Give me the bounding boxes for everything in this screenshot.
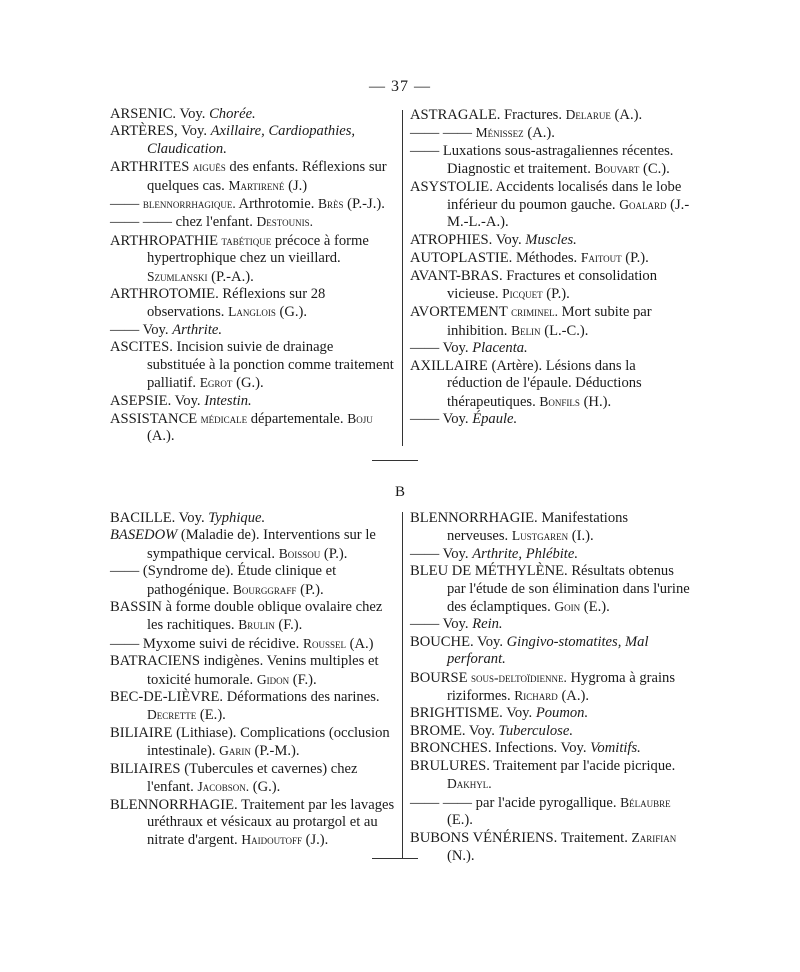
entry-text: Voy.	[442, 340, 473, 357]
entry-text: (A.).	[147, 428, 175, 445]
index-entry	[110, 653, 395, 689]
entry-heading: BRIGHTISME.	[410, 705, 503, 722]
entry-text: (P.).	[621, 250, 649, 267]
entry-text: Voy.	[502, 705, 536, 722]
entry-text: Mort subite par inhibition.	[447, 304, 652, 339]
entry-text: Manifestations nerveuses.	[447, 510, 629, 545]
entry-heading: BATRACIENS	[110, 653, 201, 670]
entry-text: Accidents localisés dans le lobe inférieur du poumon gauche.	[447, 178, 682, 214]
entry-text: départementale.	[247, 410, 348, 427]
entry-text: (E.).	[580, 599, 610, 616]
entry-text: Voy.	[442, 616, 473, 633]
entry-text: Egrot	[199, 375, 233, 391]
entry-text: Szumlanski	[147, 268, 208, 284]
section-b-right-column	[410, 510, 690, 865]
index-entry	[110, 797, 395, 850]
index-entry	[110, 158, 395, 195]
section-letter-b: B	[394, 484, 405, 500]
entry-text: (A.)	[345, 635, 374, 652]
index-entry	[410, 758, 690, 794]
index-entry	[410, 616, 690, 633]
index-entry	[410, 740, 690, 757]
entry-text: BASEDOW	[110, 527, 178, 544]
index-entry	[410, 268, 690, 304]
entry-text: Richard	[514, 688, 558, 704]
entry-heading: ——	[110, 563, 143, 580]
bottom-rule	[372, 858, 418, 859]
entry-heading: BOURSE	[410, 669, 468, 686]
entry-text: médicale	[197, 410, 248, 426]
entry-text: Arthrotomie.	[235, 196, 319, 213]
entry-heading: BASSIN	[110, 599, 162, 616]
entry-heading: ATROPHIES.	[410, 231, 493, 248]
entry-text: Traitement par l'acide picrique.	[489, 757, 676, 774]
index-entry	[410, 106, 690, 124]
entry-text: Bélaubre	[620, 794, 671, 810]
entry-text: (P.).	[542, 286, 570, 303]
entry-text: (J.-M.-L.-A.).	[447, 197, 690, 231]
entry-text: Muscles.	[525, 231, 577, 248]
entry-text: Voy.	[492, 231, 526, 248]
index-entry	[110, 322, 395, 339]
entry-text: Tuberculose.	[498, 722, 573, 739]
entry-text: Infections. Voy.	[491, 740, 591, 757]
index-entry	[110, 635, 395, 653]
entry-text: Bouvart	[594, 161, 640, 177]
entry-text: Épaule.	[472, 410, 518, 427]
index-entry	[110, 232, 395, 286]
entry-text: (H.).	[579, 393, 612, 410]
entry-text: (A.).	[523, 125, 555, 142]
entry-text: Boju	[347, 410, 373, 426]
entry-text: (F.).	[289, 671, 317, 688]
entry-text: Rein.	[472, 616, 503, 633]
entry-text: Incision suivie de drainage substituée à la ponction comme traitement palliatif.	[147, 339, 394, 392]
entry-text: Jacobson.	[197, 779, 250, 795]
index-entry	[410, 232, 690, 249]
entry-text: Voy.	[176, 106, 210, 122]
entry-text: Ménissez	[475, 125, 524, 141]
entry-heading: BEC-DE-LIÈVRE.	[110, 689, 224, 706]
entry-heading: ——	[410, 410, 443, 427]
entry-text: Delarue	[565, 107, 611, 122]
entry-text: Méthodes.	[512, 250, 581, 267]
entry-text: criminel.	[507, 304, 559, 320]
index-entry	[410, 143, 690, 179]
index-entry	[410, 546, 690, 563]
index-entry	[410, 723, 690, 740]
entry-text: (E.).	[447, 811, 473, 828]
entry-text: Faitout	[580, 250, 622, 266]
index-entry	[110, 725, 395, 761]
entry-text: (Syndrome de). Étude clinique et pathogénique.	[142, 563, 337, 598]
entry-text: (P.).	[296, 581, 324, 598]
entry-text: blennorrhagique.	[142, 196, 236, 212]
index-entry	[110, 599, 395, 635]
entry-text: Bonfils	[539, 393, 580, 409]
entry-heading: BACILLE.	[110, 510, 176, 526]
entry-text: Fractures et consolidation vicieuse.	[447, 267, 658, 303]
index-entry	[110, 339, 395, 392]
index-entry	[410, 340, 690, 357]
index-entry	[110, 393, 395, 410]
entry-heading: AVORTEMENT	[410, 304, 508, 321]
entry-heading: BLENNORRHAGIE.	[110, 796, 238, 813]
index-entry	[410, 179, 690, 232]
entry-text: (Lithiase). Complications (occlusion intestinale).	[147, 724, 390, 760]
entry-text: (P.-J.).	[343, 196, 385, 213]
entry-text: Poumon.	[535, 705, 589, 722]
entry-text: Chorée.	[209, 106, 256, 122]
entry-text: tabétique	[218, 232, 272, 248]
entry-text: Destounis.	[256, 214, 313, 230]
index-entry	[410, 705, 690, 722]
entry-heading: ASEPSIE.	[110, 392, 172, 409]
entry-text: Vomitifs.	[590, 740, 641, 757]
index-entry	[410, 634, 690, 669]
entry-text: Roussel	[302, 635, 346, 651]
entry-text: Traitement.	[557, 830, 632, 847]
index-entry	[410, 411, 690, 428]
entry-text: (P.-M.).	[250, 743, 300, 760]
entry-heading: BILIAIRES	[110, 760, 181, 777]
entry-text: Picquet	[502, 286, 543, 302]
entry-text: Boissou	[278, 545, 321, 561]
entry-text: indigènes. Venins multiples et toxicité humorale.	[147, 653, 379, 688]
page-number: — 37 —	[369, 78, 431, 95]
entry-text: Belin	[511, 322, 541, 338]
entry-heading: AXILLAIRE	[410, 357, 488, 374]
index-entry	[410, 358, 690, 411]
entry-text: à forme double oblique ovalaire chez les rachitiques.	[147, 599, 383, 634]
entry-text: (G.).	[249, 779, 281, 796]
entry-heading: ARTHRITES	[110, 159, 190, 176]
index-entry	[410, 829, 690, 865]
entry-text: précoce à forme hypertrophique chez un vieillard.	[147, 232, 369, 267]
entry-text: Déformations des narines.	[223, 689, 380, 706]
section-separator-rule	[372, 460, 418, 461]
entry-text: Voy.	[171, 392, 205, 409]
entry-heading: BROME.	[410, 722, 466, 739]
entry-text: (L.-C.).	[540, 322, 589, 339]
section-b-left-column	[110, 510, 395, 850]
entry-heading: ARTHROPATHIE	[110, 232, 219, 249]
entry-heading: BLEU DE MÉTHYLÈNE.	[410, 563, 568, 580]
entry-text: Réflexions sur 28 observations.	[147, 286, 326, 321]
index-entry	[410, 510, 690, 546]
index-entry	[110, 689, 395, 725]
entry-heading: ——	[110, 635, 143, 652]
entry-text: Myxome suivi de récidive.	[142, 635, 303, 652]
entry-text: (P.-A.).	[207, 268, 254, 285]
entry-text: Brulin	[238, 617, 275, 633]
entry-text: Gidon	[256, 671, 290, 687]
entry-heading: ASSISTANCE	[110, 410, 198, 427]
entry-heading: ASYSTOLIE.	[410, 178, 493, 195]
entry-text: (G.).	[232, 375, 264, 392]
entry-text: Garin	[219, 743, 251, 759]
entry-text: Arthrite, Phlébite.	[472, 545, 578, 562]
section-a-right-column	[410, 106, 690, 428]
entry-heading: BILIAIRE	[110, 724, 173, 741]
index-entry	[110, 213, 395, 231]
index-entry	[110, 510, 395, 527]
entry-heading: ASCITES.	[110, 339, 173, 356]
index-entry	[410, 303, 690, 340]
index-entry	[410, 794, 690, 830]
index-entry	[110, 286, 395, 322]
entry-text: Bourggraff	[232, 581, 297, 597]
index-entry	[410, 249, 690, 267]
entry-text: (N.).	[447, 847, 475, 864]
index-entry	[110, 195, 395, 213]
entry-text: Résultats obtenus par l'étude de son élimination dans l'urine des éclamptiques.	[447, 563, 690, 616]
entry-text: Decrette	[147, 707, 197, 723]
section-a-left-column	[110, 106, 395, 446]
entry-heading: ARSENIC.	[110, 106, 177, 122]
entry-heading: ASTRAGALE.	[410, 107, 501, 123]
entry-text: Haidoutoff	[241, 832, 302, 848]
entry-text: (E.).	[196, 707, 226, 724]
entry-text: Placenta.	[472, 340, 528, 357]
entry-text: Martirené	[228, 177, 285, 193]
entry-heading: ——	[110, 321, 143, 338]
entry-text: Zarifian	[631, 830, 677, 846]
entry-heading: AUTOPLASTIE.	[410, 250, 513, 267]
entry-heading: ——	[410, 545, 443, 562]
entry-text: Hygroma à grains riziformes.	[447, 669, 676, 705]
index-entry	[410, 669, 690, 706]
index-entry	[410, 563, 690, 616]
section-b-column-divider	[402, 512, 403, 858]
entry-text: (P.).	[320, 545, 348, 562]
entry-text: (Artère). Lésions dans la réduction de l'épaule. Déductions thérapeutiques.	[447, 357, 642, 410]
entry-text: Voy.	[442, 545, 473, 562]
entry-heading: BRONCHES.	[410, 740, 492, 757]
entry-heading: ——	[110, 196, 143, 213]
entry-heading: BOUCHE.	[410, 633, 474, 650]
entry-text: Voy.	[473, 633, 507, 650]
entry-text: par l'acide pyrogallique.	[475, 794, 621, 811]
entry-text: Voy.	[442, 410, 473, 427]
index-entry	[110, 761, 395, 797]
entry-heading: BUBONS VÉNÉRIENS.	[410, 830, 558, 847]
entry-text: Voy.	[175, 510, 209, 526]
section-a-column-divider	[402, 110, 403, 446]
entry-text: Lustgaren	[511, 528, 569, 544]
entry-text: Fractures.	[500, 107, 566, 123]
entry-heading: BLENNORRHAGIE.	[410, 510, 538, 526]
entry-heading: —— ——	[110, 214, 176, 231]
entry-text: chez l'enfant.	[175, 214, 257, 231]
entry-text: aiguës	[189, 159, 226, 175]
entry-text: Goalard	[619, 197, 667, 213]
entry-text: Voy.	[142, 321, 173, 338]
entry-text: (G.).	[275, 304, 308, 321]
entry-heading: —— ——	[410, 794, 476, 811]
entry-text: Arthrite.	[172, 321, 223, 338]
entry-text: (A.).	[557, 688, 590, 705]
entry-text: Goin	[554, 599, 581, 615]
entry-text: (Maladie de). Interventions sur le sympathique cervical.	[147, 527, 376, 562]
entry-text: Brès	[318, 196, 344, 212]
index-entry	[110, 410, 395, 446]
entry-text: (A.).	[610, 107, 643, 123]
entry-heading: ARTHROTOMIE.	[110, 286, 219, 303]
index-entry	[110, 106, 395, 123]
entry-text: (J.).	[301, 832, 329, 849]
entry-text: (Tubercules et cavernes) chez l'enfant.	[147, 760, 358, 796]
entry-text: Typhique.	[208, 510, 266, 526]
entry-text: Traitement par les lavages uréthraux et vésicaux au protargol et au nitrate d'argent.	[147, 796, 395, 849]
entry-text: (F.).	[274, 617, 303, 634]
entry-text: Intestin.	[204, 392, 252, 409]
entry-heading: BRULURES.	[410, 757, 490, 774]
index-entry	[110, 563, 395, 599]
entry-heading: AVANT-BRAS.	[410, 267, 503, 284]
entry-text: Gingivo-stomatites, Mal perforant.	[447, 633, 649, 668]
entry-heading: —— ——	[410, 125, 476, 142]
entry-heading: ——	[410, 142, 443, 159]
entry-text: Axillaire, Cardiopathies, Claudication.	[147, 123, 356, 157]
index-entry	[410, 124, 690, 142]
entry-text: Langlois	[228, 304, 276, 320]
entry-text: sous-deltoïdienne.	[467, 669, 567, 685]
entry-heading: ——	[410, 340, 443, 357]
entry-text: Dakhyl.	[447, 776, 492, 792]
entry-text: Voy.	[465, 722, 499, 739]
entry-text: Luxations sous-astragaliennes récentes. Diagnostic et traitement.	[442, 142, 674, 178]
entry-text: (C.).	[639, 161, 670, 178]
index-entry	[110, 527, 395, 563]
entry-heading: ——	[410, 616, 443, 633]
entry-text: (J.)	[284, 177, 308, 194]
entry-heading: ARTÈRES,	[110, 123, 178, 140]
entry-text: des enfants. Réflexions sur quelques cas.	[147, 159, 387, 194]
entry-text: Voy.	[177, 123, 211, 140]
entry-text: (I.).	[568, 528, 594, 545]
index-entry	[110, 123, 395, 158]
